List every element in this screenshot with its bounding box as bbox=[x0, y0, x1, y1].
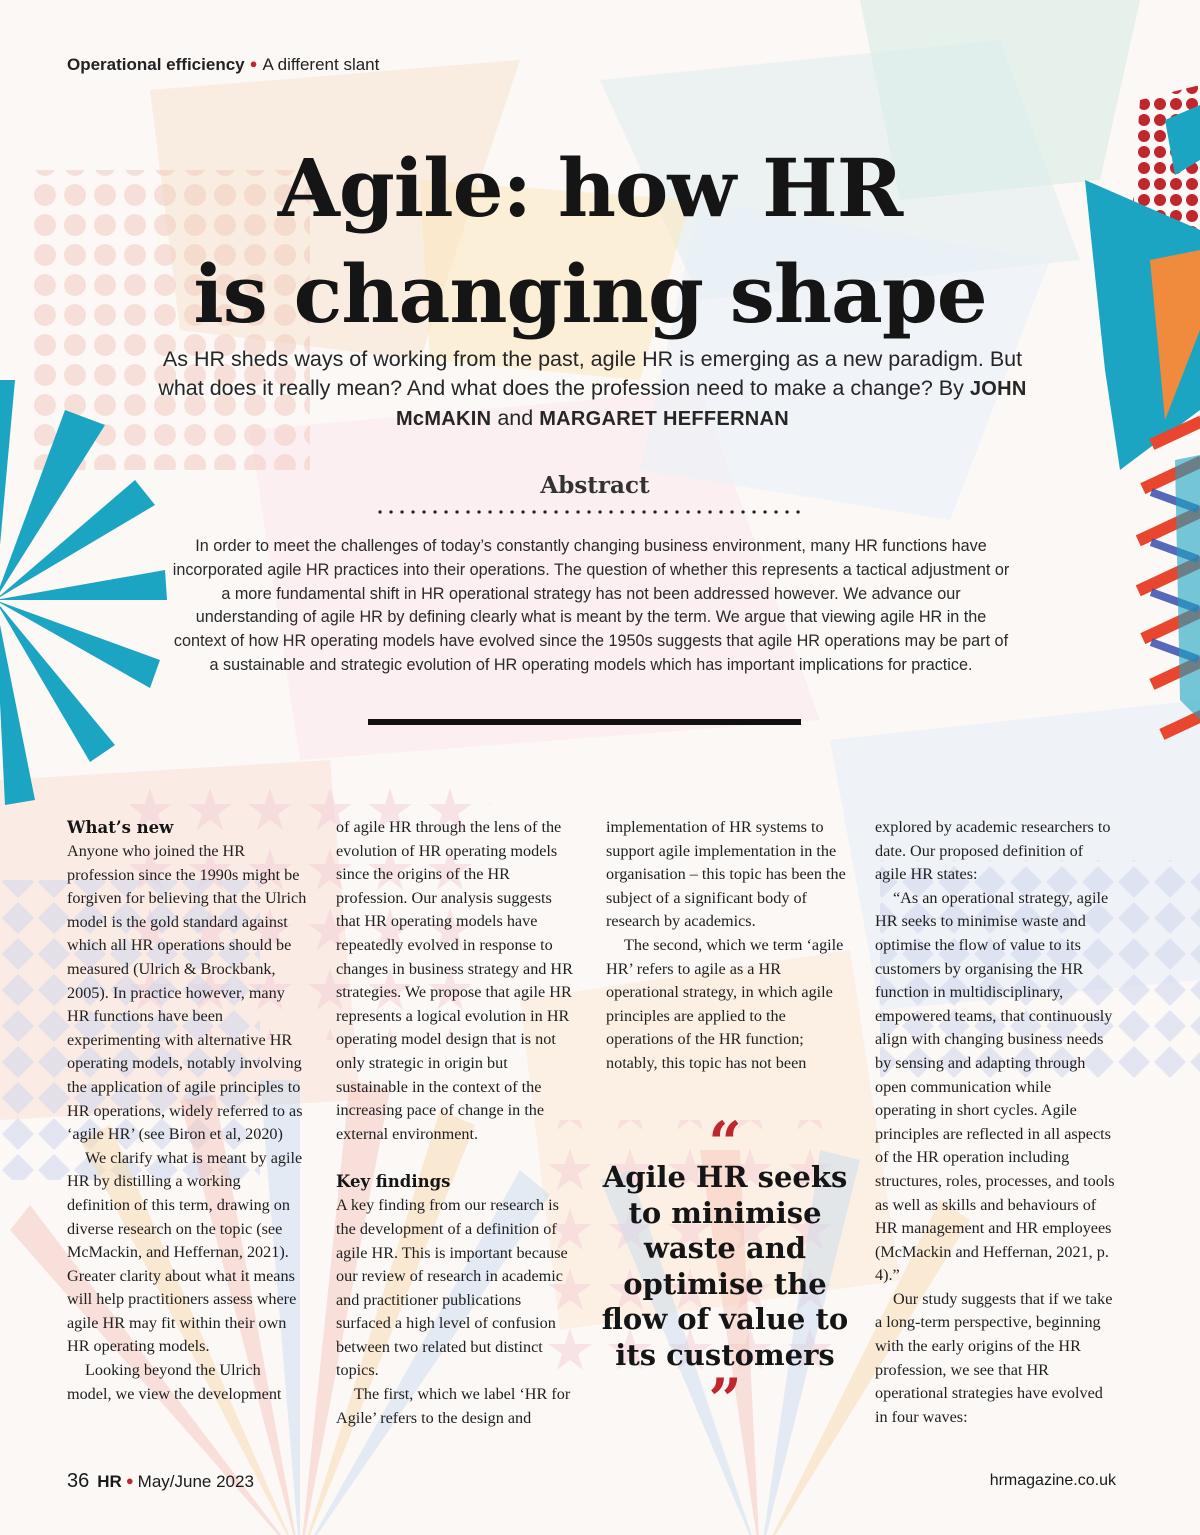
section-label bbox=[67, 55, 379, 75]
column-4 bbox=[875, 816, 1115, 1429]
column-4-paragraph-2: “As an operational strategy, agile HR seeks to minimise waste and optimise the flow of value to its customers by organising the HR function in multidisciplinary, empowered teams, that continuously align with changing business needs by sensing and adapting through open communication while operating in short cycles. Agile principles are reflected in all aspects of the HR operation including structures, roles, processes, and tools as well as skills and behaviours of HR management and HR employees (McMackin and Heffernan, 2021, p. 4).” bbox=[875, 888, 1115, 1285]
open-quote-icon: “ bbox=[708, 1118, 742, 1156]
headline-line-1: Agile: how HR bbox=[277, 141, 903, 235]
column-4-paragraph-3: Our study suggests that if we take a long-term perspective, beginning with the early origins of the HR profession, we see that HR operational strategies have evolved in four waves: bbox=[875, 1289, 1113, 1426]
footer-folio bbox=[67, 1470, 254, 1493]
magazine-name: HR bbox=[97, 1472, 122, 1491]
headline-line-2: is changing shape bbox=[193, 247, 987, 341]
abstract-body: In order to meet the challenges of today’s constantly changing business environment, many HR functions have incorporated agile HR practices into their operations. The question of whether this represents a tactical adjustment or a more fundamental shift in HR operational strategy has not been addressed however. We advance our understanding of agile HR by defining clearly what is meant by the term. We argue that viewing agile HR in the context of how HR operating models have evolved since the 1950s suggests that agile HR operations may be part of a sustainable and strategic evolution of HR operating models which has important implications for practice. bbox=[172, 537, 1010, 674]
column-1-paragraph-3: Looking beyond the Ulrich model, we view the development bbox=[67, 1361, 282, 1403]
subsection-name: A different slant bbox=[262, 55, 380, 74]
author-joiner: and bbox=[491, 406, 540, 430]
pull-quote-text: Agile HR seeks to minimise waste and optimise the flow of value to its customers bbox=[601, 1160, 849, 1372]
column-1 bbox=[67, 816, 307, 1406]
page-number: 36 bbox=[67, 1470, 90, 1492]
issue-date: May/June 2023 bbox=[137, 1472, 254, 1491]
abstract-title: Abstract bbox=[540, 472, 650, 499]
key-findings-heading: Key findings bbox=[336, 1172, 451, 1192]
dotted-divider bbox=[378, 508, 810, 516]
column-3-paragraph-1: implementation of HR systems to support agile implementation in the organisation – this topic has been the subject of a significant body of research by academics. bbox=[606, 818, 846, 931]
column-1-paragraph-2: We clarify what is meant by agile HR by distilling a working definition of this term, drawing on diverse research on the topic (see McMackin, and Heffernan, 2021). Greater clarity about what it means will help practitioners assess where agile HR may fit within their own HR operating models. bbox=[67, 1148, 303, 1356]
pull-quote bbox=[600, 1118, 850, 1413]
bullet-dot-icon: ● bbox=[249, 56, 258, 71]
whats-new-heading: What’s new bbox=[67, 818, 174, 837]
column-3 bbox=[606, 816, 846, 1076]
column-3-paragraph-2: The second, which we term ‘agile HR’ refers to agile as a HR operational strategy, in which agile principles are applied to the operations of the HR function; notably, this topic has not been bbox=[606, 935, 844, 1072]
column-1-paragraph-1: Anyone who joined the HR profession since the 1990s might be forgiven for believing that the Ulrich model is the gold standard against which all HR operations should be measured (Ulrich & Brockbank, 2005). In practice however, many HR functions have been experimenting with alternative HR operating models, notably involving the application of agile principles to HR operations, widely referred to as ‘agile HR’ (see Biron et al, 2020) bbox=[67, 842, 307, 1144]
column-2-paragraph-3: The first, which we label ‘HR for Agile’ refers to the design and bbox=[336, 1385, 571, 1427]
standfirst bbox=[150, 345, 1035, 434]
column-2-paragraph-1: of agile HR through the lens of the evolution of HR operating models since the origins of the HR profession. Our analysis suggests that HR operating models have repeatedly evolved in response to changes in business strategy and HR strategies. We propose that agile HR represents a logical evolution in HR operating model design that is not only strategic in origin but sustainable in the context of the increasing pace of change in the external environment. bbox=[336, 818, 573, 1143]
standfirst-text: As HR sheds ways of working from the past, agile HR is emerging as a new paradigm. But what does it really mean? And what does the profession need to make a change? By bbox=[158, 347, 1023, 400]
section-name: Operational efficiency bbox=[67, 55, 245, 74]
column-2-paragraph-2: A key finding from our research is the development of a definition of agile HR. This is important because our review of research in academic and practitioner publications surfaced a high level of confusion between two related but distinct topics. bbox=[336, 1196, 568, 1380]
abstract-rule bbox=[368, 719, 801, 725]
headline bbox=[130, 135, 1050, 347]
author-2: MARGARET HEFFERNAN bbox=[539, 408, 790, 430]
bullet-dot-icon: ● bbox=[125, 1473, 134, 1488]
author-1: JOHN McMAKIN bbox=[395, 378, 1027, 430]
column-2 bbox=[336, 816, 576, 1430]
close-quote-icon: ” bbox=[708, 1375, 742, 1413]
footer-website: hrmagazine.co.uk bbox=[989, 1472, 1116, 1489]
column-4-paragraph-1: explored by academic researchers to date. Our proposed definition of agile HR states: bbox=[875, 818, 1111, 884]
